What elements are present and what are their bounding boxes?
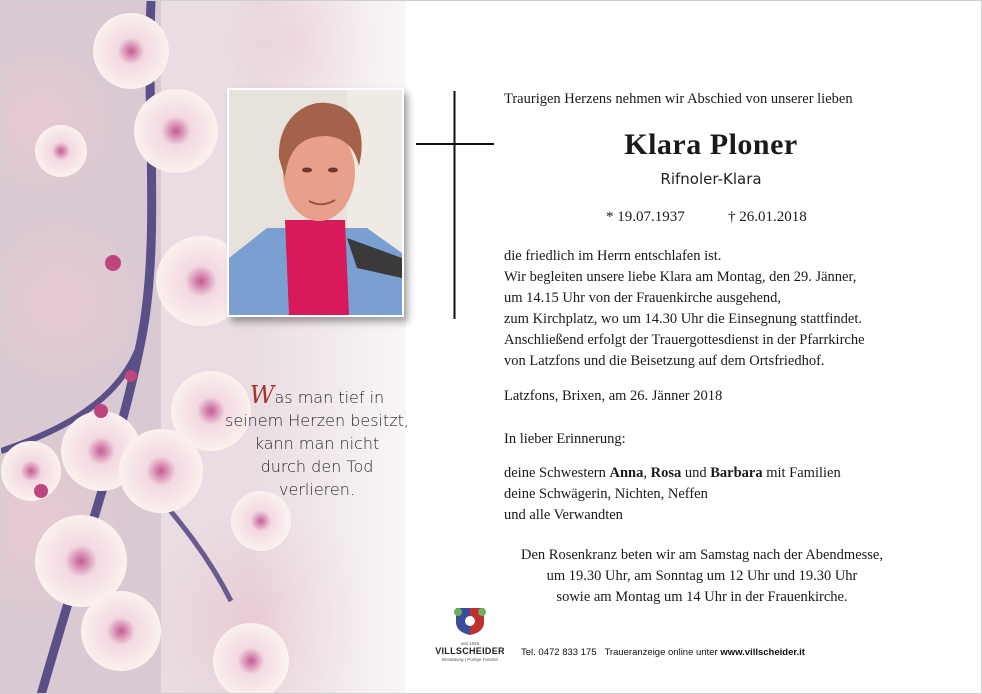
family-line: deine Schwägerin, Nichten, Neffen <box>504 486 708 502</box>
death-date: † 26.01.2018 <box>728 209 807 225</box>
body-line: Anschließend erfolgt der Trauergottesdienst in der Pfarrkirche <box>504 332 865 348</box>
logo-since: seit 1926 <box>460 641 480 646</box>
coat-of-arms-icon <box>450 604 490 636</box>
body-line: zum Kirchplatz, wo um 14.30 Uhr die Einsegnung stattfindet. <box>504 311 862 327</box>
nickname: Rifnoler-Klara <box>660 170 762 188</box>
family-line: und alle Verwandten <box>504 507 623 523</box>
body-line: um 14.15 Uhr von der Frauenkirche ausgehend, <box>504 290 782 306</box>
body-line: Wir begleiten unsere liebe Klara am Montag, den 29. Jänner, <box>504 269 857 285</box>
quote-initial: W <box>249 381 275 409</box>
birth-date: * 19.07.1937 <box>606 209 685 225</box>
remembrance-heading: In lieber Erinnerung: <box>504 431 626 447</box>
logo-name: VILLSCHEIDER <box>435 646 505 656</box>
deceased-name: Klara Ploner <box>624 128 798 161</box>
logo-tagline: Bestattung | Pompe Funebri <box>442 657 498 662</box>
rosary-line: Den Rosenkranz beten wir am Samstag nach der Abendmesse, <box>521 547 883 563</box>
family-line: deine Schwestern Anna, Rosa und Barbara mit Familien <box>504 465 841 481</box>
intro-text: Traurigen Herzens nehmen wir Abschied von unserer lieben <box>504 91 853 107</box>
villscheider-logo <box>431 604 509 663</box>
rosary-line: um 19.30 Uhr, am Sonntag um 12 Uhr und 19.30 Uhr <box>546 568 858 584</box>
memorial-quote: Was man tief in seinem Herzen besitzt, kann man nicht durch den Tod verlieren. <box>224 381 409 499</box>
phone-number: Tel. 0472 833 175 <box>521 647 597 658</box>
rosary-line: sowie am Montag um 14 Uhr in der Frauenkirche. <box>556 589 848 605</box>
website-link[interactable]: www.villscheider.it <box>720 647 805 658</box>
body-line: von Latzfons und die Beisetzung auf dem Ortsfriedhof. <box>504 353 825 369</box>
place-date: Latzfons, Brixen, am 26. Jänner 2018 <box>504 388 723 404</box>
body-line: die friedlich im Herrn entschlafen ist. <box>504 248 722 264</box>
footer-contact: Tel. 0472 833 175 Traueranzeige online unter www.villscheider.it <box>521 647 805 658</box>
